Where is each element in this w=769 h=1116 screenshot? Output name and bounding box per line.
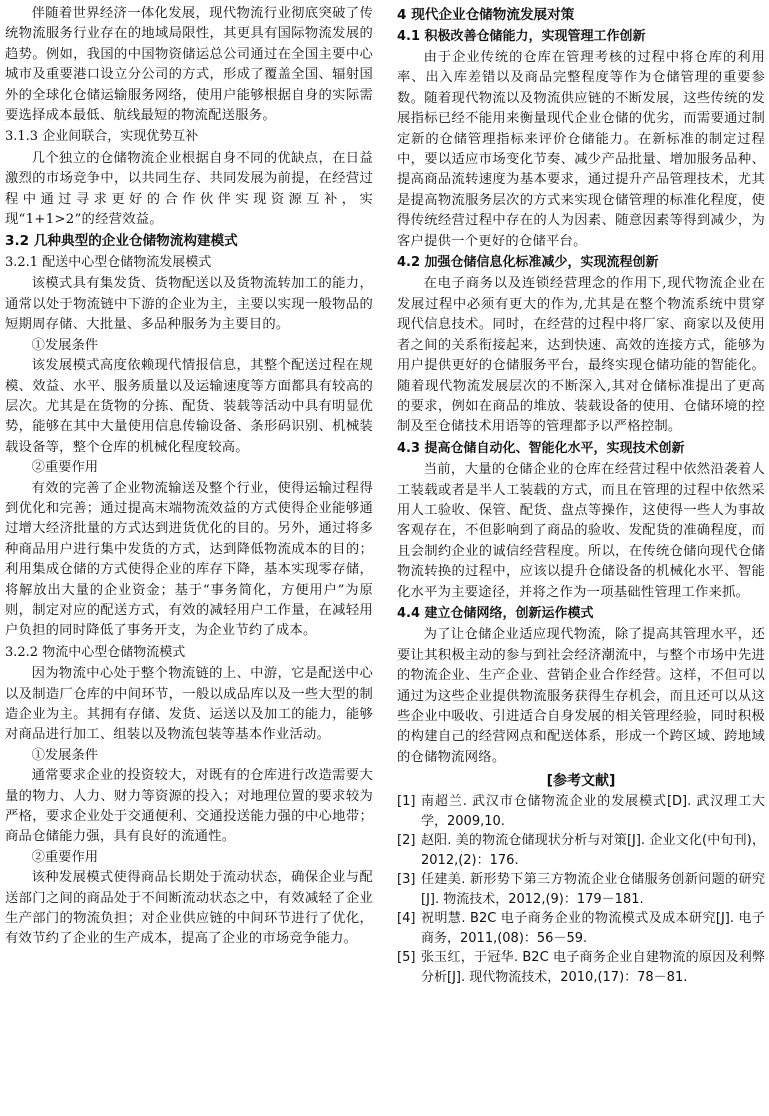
reference-item [397,870,765,909]
paragraph-conditions-a: 该发展模式高度依赖现代情报信息，其整个配送过程在规模、效益、水平、服务质量以及运输速度等方面都具有较高的层次。尤其是在货物的分拣、配货、装载等活动中具有明显优势，能够在其中大量使用信息传输设备、条形码识别、机械装载设备等，整个仓库的机械化程度较高。 [5,358,373,455]
reference-number: [1] [397,794,416,810]
reference-text: 任建美. 新形势下第三方物流企业仓储服务创新问题的研究[J]. 物流技术，2012,(9)：179－181. [421,872,765,907]
reference-text: 祝明慧. B2C 电子商务企业的物流模式及成本研究[J]. 电子商务，2011,(08)：56－59. [421,911,765,946]
paragraph-3-2-2: 因为物流中心处于整个物流链的上、中游，它是配送中心以及制造厂仓库的中间环节，一般以成品库以及一些大型的制造企业为主。其拥有存储、发货、运送以及加工的能力，能够对商品进行加工、组装以及物流包装等基本作业活动。 [5,666,373,743]
heading-3-2-2: 3.2.2 物流中心型仓储物流模式 [5,644,186,660]
left-column [5,4,373,950]
right-column [397,4,765,987]
subheading-development-conditions: ①发展条件 [31,337,99,353]
paragraph-4-1: 由于企业传统的仓库在管理考核的过程中将仓库的利用率、出入库差错以及商品完整程度等作为仓储管理的重要参数。随着现代物流以及物流供应链的不断发展，这些传统的发展指标已经不能用来衡量现代企业仓储的优劣，而需要通过制定新的仓储管理指标来评价仓储能力。在新标准的制定过程中，要以适应市场变化节奏、减少产品批量、增加服务品种、提高商品流转速度为基本要求，通过提升产品管理技术，尤其是提高物流服务层次的方式来实现仓储管理的标准化程度，使得传统经营过程中存在的人为因素、随意因素等得到减少，为客户提供一个更好的仓储平台。 [397,50,765,249]
reference-number: [3] [397,872,416,888]
paragraph-3-1-3: 几个独立的仓储物流企业根据自身不同的优缺点，在日益激烈的市场竞争中，以共同生存、共同发展为前提，在经营过程中通过寻求更好的合作伙伴实现资源互补，实现“1+1>2”的经营效益。 [5,150,373,228]
heading-4-1: 4.1 积极改善仓储能力，实现管理工作创新 [397,28,646,44]
reference-number: [4] [397,911,416,927]
heading-3-2: 3.2 几种典型的企业仓储物流构建模式 [5,233,238,250]
reference-item [397,909,765,948]
heading-4-3: 4.3 提高仓储自动化、智能化水平，实现技术创新 [397,440,685,456]
reference-item [397,831,765,870]
reference-number: [2] [397,833,416,849]
references-list [397,792,765,987]
paragraph-4-4: 为了让仓储企业适应现代物流，除了提高其管理水平，还要让其积极主动的参与到社会经济潮流中，与整个市场中先进的物流企业、生产企业、营销企业合作经营。这样，不但可以通过为这些企业提供物流服务获得生存机会，而且还可以从这些企业中吸收、引进适合自身发展的相关管理经验，同时积极的构建自己的经营网点和配送体系，形成一个跨区域、跨地域的仓储物流网络。 [397,627,765,765]
heading-4-4: 4.4 建立仓储网络，创新运作模式 [397,605,594,621]
subheading-important-role-b: ②重要作用 [31,849,99,865]
heading-4-2: 4.2 加强仓储信息化标准减少，实现流程创新 [397,255,659,271]
paragraph-3-2-1: 该模式具有集发货、货物配送以及货物流转加工的能力，通常以处于物流链中下游的企业为主，主要以实现一般物品的短期周存储、大批量、多品种服务为主要目的。 [5,276,373,333]
paragraph-role-a: 有效的完善了企业物流输送及整个行业，使得运输过程得到优化和完善；通过提高末端物流效益的方式使得企业能够通过增大经济批量的方式达到进货优化的目的。另外，通过将多种商品用户进行集中发货的方式，达到降低物流成本的目的；利用集成仓储的方式使得企业的库存下降，基本实现零存储，将解放出大量的企业资金；基于“事务简化，方便用户”为原则，制定对应的配送方式，有效的减轻用户工作量，在减轻用户负担的同时降低了事务开支，为企业节约了成本。 [5,480,373,639]
paragraph-4-2: 在电子商务以及连锁经营理念的作用下,现代物流企业在发展过程中必须有更大的作为,尤其是在整个物流系统中贯穿现代信息技术。同时，在经营的过程中将厂家、商家以及使用者之间的关系衔接起来，达到快速、高效的连接方式，能够为用户提供更好的仓储服务平台，最终实现仓储功能的智能化。随着现代物流发展层次的不断深入,其对仓储标准提出了更高的要求，例如在商品的堆放、装载设备的使用、仓储环境的控制及至仓储技术用语等的管理都予以严格控制。 [397,276,765,435]
paragraph-role-b: 该种发展模式使得商品长期处于流动状态，确保企业与配送部门之间的商品处于不间断流动状态之中，有效减轻了企业生产部门的物流负担；对企业供应链的中间环节进行了优化，有效节约了企业的生产成本，提高了企业的市场竞争能力。 [5,870,373,947]
heading-3-1-3: 3.1.3 企业间联合，实现优势互补 [5,129,199,145]
paragraph-conditions-b: 通常要求企业的投资较大，对既有的仓库进行改造需要大量的物力、人力、财力等资源的投入；对地理位置的要求较为严格，要求企业处于交通便利、交通投送能力强的中心地带；商品仓储能力强，具有良好的流通性。 [5,768,373,845]
paragraph-4-3: 当前，大量的仓储企业的仓库在经营过程中依然沿袭着人工装载或者是半人工装载的方式，而且在管理的过程中依然采用人工验收、保管、配货、盘点等操作，这使得一些人为事故客观存在，不但影响到了商品的验收、发配货的准确程度，而且会制约企业的诚信经营程度。所以，在传统仓储向现代仓储物流转换的过程中，应该以提升仓储设备的机械化水平、智能化水平为主要途径，并将之作为一项基础性管理工作来抓。 [397,462,765,600]
heading-4: 4 现代企业仓储物流发展对策 [397,7,575,23]
reference-number: [5] [397,950,416,966]
reference-text: 南超兰. 武汉市仓储物流企业的发展模式[D]. 武汉理工大学，2009,10. [421,794,765,829]
reference-text: 张玉红，于冠华. B2C 电子商务企业自建物流的原因及利弊分析[J]. 现代物流技术，2010,(17)：78－81. [421,950,765,985]
reference-text: 赵阳. 美的物流仓储现状分析与对策[J]. 企业文化(中旬刊)，2012,(2)：176. [421,833,765,868]
heading-3-2-1: 3.2.1 配送中心型仓储物流发展模式 [5,255,212,271]
subheading-important-role: ②重要作用 [31,460,99,476]
reference-item [397,792,765,831]
subheading-development-conditions-b: ①发展条件 [31,747,99,763]
reference-item [397,948,765,987]
paragraph-intro: 伴随着世界经济一体化发展，现代物流行业彻底突破了传统物流服务行业存在的地域局限性，其更具有国际物流发展的趋势。例如，我国的中国物资储运总公司通过在全国主要中心城市及重要港口设立分公司的方式，形成了覆盖全国、辐射国外的全球化仓储运输服务网络，使用户能够根据自身的实际需要选择成本最低、航线最短的物流配送服务。 [5,6,373,124]
references-title: [参考文献] [546,773,616,790]
